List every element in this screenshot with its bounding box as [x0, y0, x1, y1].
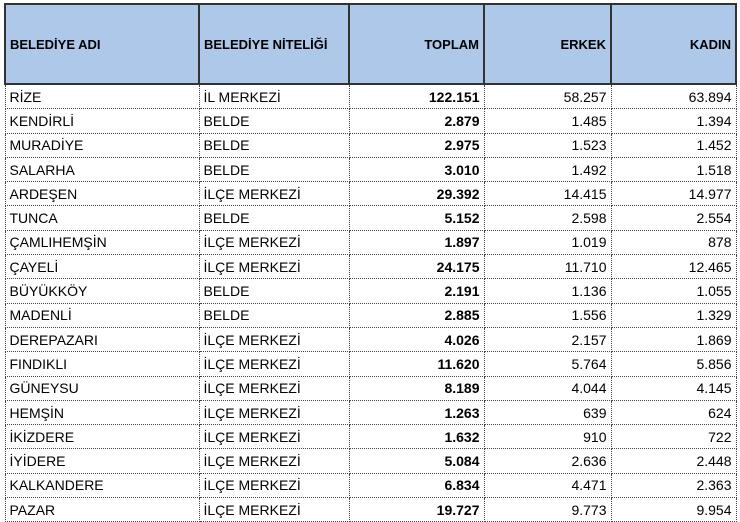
female-cell[interactable]: 2.448	[611, 449, 736, 473]
population-table	[4, 3, 737, 522]
municipality-type-cell[interactable]: İLÇE MERKEZİ	[199, 473, 349, 497]
municipality-name-cell[interactable]: RİZE	[5, 84, 199, 109]
municipality-name-cell[interactable]: İKİZDERE	[5, 425, 199, 449]
municipality-type-cell[interactable]: İLÇE MERKEZİ	[199, 327, 349, 351]
female-cell[interactable]: 63.894	[611, 84, 736, 109]
municipality-type-cell[interactable]: BELDE	[199, 279, 349, 303]
male-cell[interactable]: 1.523	[484, 133, 611, 157]
municipality-name-cell[interactable]: ÇAYELİ	[5, 255, 199, 279]
table-row	[5, 449, 736, 473]
female-cell[interactable]: 5.856	[611, 352, 736, 376]
female-cell[interactable]: 2.363	[611, 473, 736, 497]
total-cell[interactable]: 122.151	[349, 84, 484, 109]
total-cell[interactable]: 3.010	[349, 157, 484, 181]
female-cell[interactable]: 1.055	[611, 279, 736, 303]
municipality-type-cell[interactable]: İLÇE MERKEZİ	[199, 182, 349, 206]
female-cell[interactable]: 1.329	[611, 303, 736, 327]
total-cell[interactable]: 5.084	[349, 449, 484, 473]
male-cell[interactable]: 58.257	[484, 84, 611, 109]
male-cell[interactable]: 2.636	[484, 449, 611, 473]
table-row	[5, 206, 736, 230]
male-cell[interactable]: 1.136	[484, 279, 611, 303]
table-row	[5, 109, 736, 133]
total-cell[interactable]: 2.885	[349, 303, 484, 327]
header-municipality-type[interactable]: BELEDİYE NİTELİĞİ	[199, 4, 349, 84]
male-cell[interactable]: 1.556	[484, 303, 611, 327]
table-row	[5, 230, 736, 254]
total-cell[interactable]: 8.189	[349, 376, 484, 400]
total-cell[interactable]: 2.191	[349, 279, 484, 303]
municipality-name-cell[interactable]: ÇAMLIHEMŞİN	[5, 230, 199, 254]
table-row	[5, 376, 736, 400]
total-cell[interactable]: 1.632	[349, 425, 484, 449]
female-cell[interactable]: 9.954	[611, 498, 736, 522]
total-cell[interactable]: 29.392	[349, 182, 484, 206]
table-row	[5, 352, 736, 376]
municipality-name-cell[interactable]: MADENLİ	[5, 303, 199, 327]
municipality-type-cell[interactable]: BELDE	[199, 303, 349, 327]
female-cell[interactable]: 2.554	[611, 206, 736, 230]
municipality-name-cell[interactable]: BÜYÜKKÖY	[5, 279, 199, 303]
female-cell[interactable]: 722	[611, 425, 736, 449]
table-row	[5, 255, 736, 279]
municipality-name-cell[interactable]: KALKANDERE	[5, 473, 199, 497]
male-cell[interactable]: 14.415	[484, 182, 611, 206]
municipality-name-cell[interactable]: DEREPAZARI	[5, 327, 199, 351]
table-row	[5, 498, 736, 522]
male-cell[interactable]: 4.044	[484, 376, 611, 400]
total-cell[interactable]: 1.897	[349, 230, 484, 254]
municipality-type-cell[interactable]: İLÇE MERKEZİ	[199, 449, 349, 473]
municipality-type-cell[interactable]: İLÇE MERKEZİ	[199, 376, 349, 400]
header-municipality-name[interactable]: BELEDİYE ADI	[5, 4, 199, 84]
municipality-type-cell[interactable]: BELDE	[199, 157, 349, 181]
female-cell[interactable]: 14.977	[611, 182, 736, 206]
municipality-name-cell[interactable]: SALARHA	[5, 157, 199, 181]
total-cell[interactable]: 6.834	[349, 473, 484, 497]
municipality-type-cell[interactable]: BELDE	[199, 133, 349, 157]
header-male[interactable]: ERKEK	[484, 4, 611, 84]
municipality-name-cell[interactable]: FINDIKLI	[5, 352, 199, 376]
municipality-name-cell[interactable]: İYİDERE	[5, 449, 199, 473]
table-row	[5, 327, 736, 351]
municipality-name-cell[interactable]: GÜNEYSU	[5, 376, 199, 400]
municipality-type-cell[interactable]: BELDE	[199, 206, 349, 230]
male-cell[interactable]: 2.157	[484, 327, 611, 351]
male-cell[interactable]: 639	[484, 400, 611, 424]
municipality-name-cell[interactable]: TUNCA	[5, 206, 199, 230]
table-row	[5, 279, 736, 303]
total-cell[interactable]: 2.879	[349, 109, 484, 133]
male-cell[interactable]: 9.773	[484, 498, 611, 522]
male-cell[interactable]: 1.492	[484, 157, 611, 181]
municipality-type-cell[interactable]: İL MERKEZİ	[199, 84, 349, 109]
table-row	[5, 182, 736, 206]
female-cell[interactable]: 1.394	[611, 109, 736, 133]
male-cell[interactable]: 4.471	[484, 473, 611, 497]
table-row	[5, 303, 736, 327]
male-cell[interactable]: 910	[484, 425, 611, 449]
total-cell[interactable]: 11.620	[349, 352, 484, 376]
municipality-name-cell[interactable]: KENDİRLİ	[5, 109, 199, 133]
male-cell[interactable]: 11.710	[484, 255, 611, 279]
municipality-type-cell[interactable]: İLÇE MERKEZİ	[199, 230, 349, 254]
municipality-type-cell[interactable]: İLÇE MERKEZİ	[199, 425, 349, 449]
female-cell[interactable]: 12.465	[611, 255, 736, 279]
female-cell[interactable]: 878	[611, 230, 736, 254]
table-row	[5, 425, 736, 449]
total-cell[interactable]: 1.263	[349, 400, 484, 424]
female-cell[interactable]: 4.145	[611, 376, 736, 400]
header-female[interactable]: KADIN	[611, 4, 736, 84]
female-cell[interactable]: 624	[611, 400, 736, 424]
municipality-type-cell[interactable]: İLÇE MERKEZİ	[199, 400, 349, 424]
municipality-type-cell[interactable]: İLÇE MERKEZİ	[199, 255, 349, 279]
municipality-name-cell[interactable]: MURADİYE	[5, 133, 199, 157]
female-cell[interactable]: 1.452	[611, 133, 736, 157]
total-cell[interactable]: 5.152	[349, 206, 484, 230]
municipality-type-cell[interactable]: BELDE	[199, 109, 349, 133]
table-row	[5, 84, 736, 109]
male-cell[interactable]: 1.485	[484, 109, 611, 133]
table-row	[5, 157, 736, 181]
male-cell[interactable]: 5.764	[484, 352, 611, 376]
municipality-type-cell[interactable]: İLÇE MERKEZİ	[199, 498, 349, 522]
table-row	[5, 133, 736, 157]
total-cell[interactable]: 24.175	[349, 255, 484, 279]
municipality-type-cell[interactable]: İLÇE MERKEZİ	[199, 352, 349, 376]
header-total[interactable]: TOPLAM	[349, 4, 484, 84]
header-row	[5, 4, 736, 84]
total-cell[interactable]: 2.975	[349, 133, 484, 157]
table-row	[5, 400, 736, 424]
municipality-name-cell[interactable]: PAZAR	[5, 498, 199, 522]
municipality-name-cell[interactable]: HEMŞİN	[5, 400, 199, 424]
male-cell[interactable]: 1.019	[484, 230, 611, 254]
male-cell[interactable]: 2.598	[484, 206, 611, 230]
municipality-name-cell[interactable]: ARDEŞEN	[5, 182, 199, 206]
female-cell[interactable]: 1.518	[611, 157, 736, 181]
total-cell[interactable]: 4.026	[349, 327, 484, 351]
table-row	[5, 473, 736, 497]
female-cell[interactable]: 1.869	[611, 327, 736, 351]
total-cell[interactable]: 19.727	[349, 498, 484, 522]
